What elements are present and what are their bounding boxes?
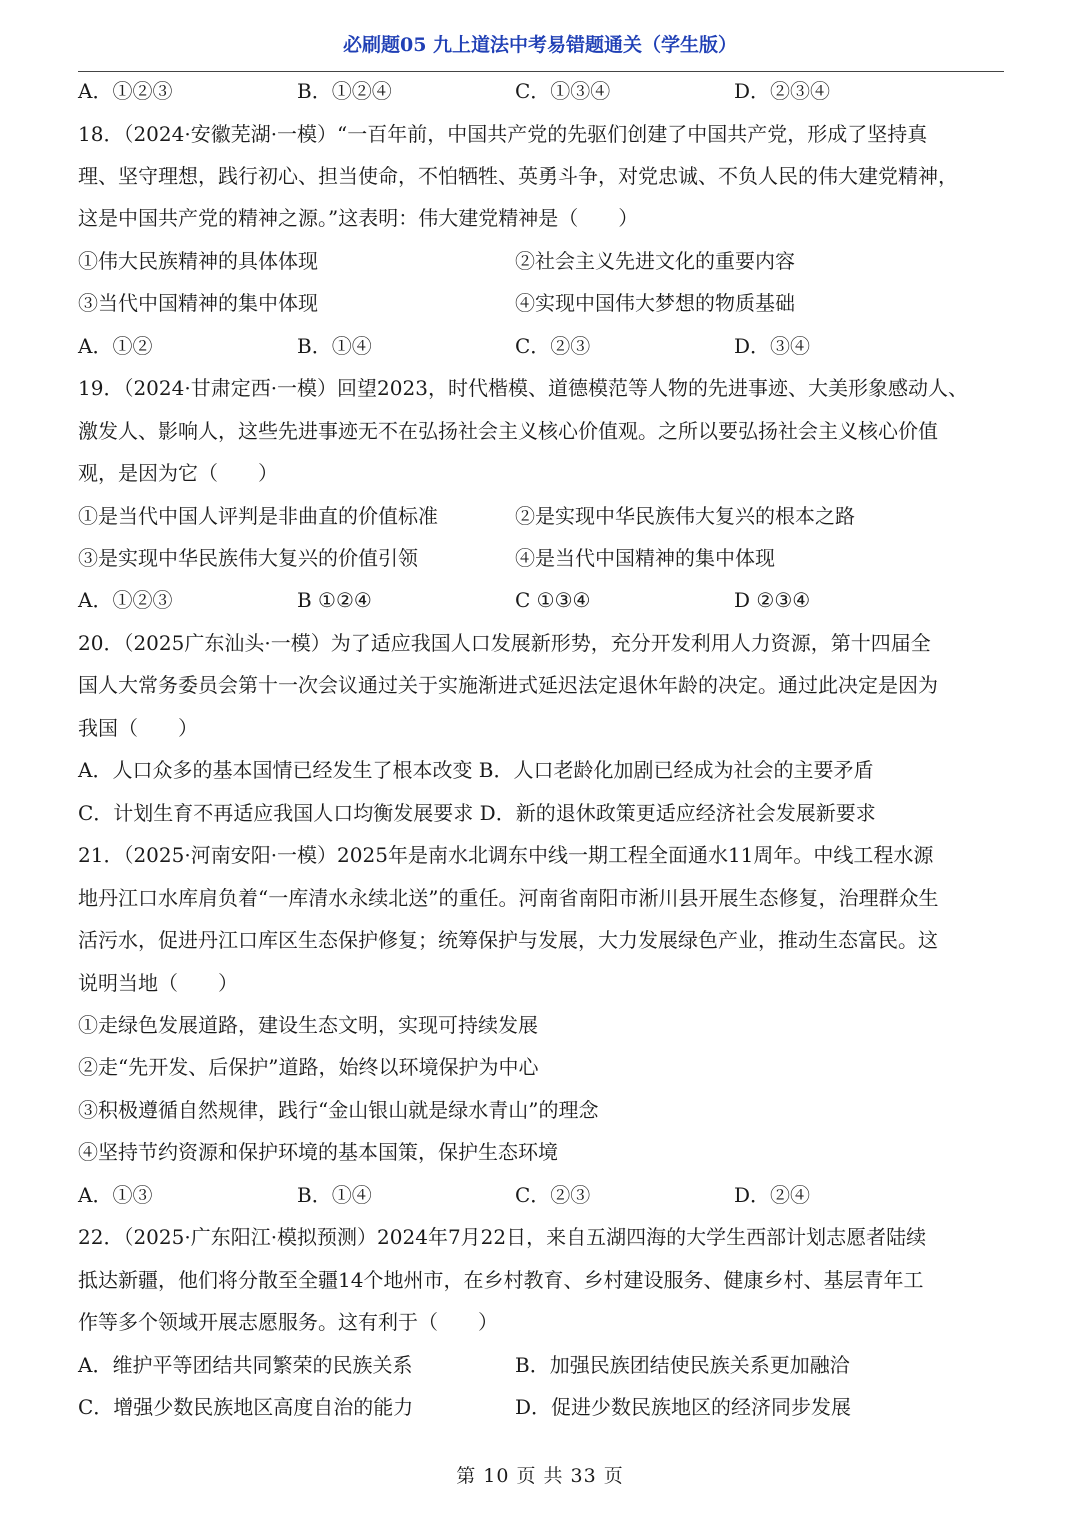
text-line	[78, 333, 1004, 359]
text-line: ①走绿色发展道路，建设生态文明，实现可持续发展	[78, 1012, 538, 1037]
text-line: 作等多个领域开展志愿服务。这有利于（ ）	[78, 1310, 498, 1335]
text-line	[78, 1182, 1004, 1208]
text-line	[78, 1394, 1004, 1420]
text-line	[78, 587, 1004, 613]
option-cell: B．①④	[297, 1182, 372, 1207]
option-cell: A．①②③	[78, 588, 173, 613]
option-cell: B．①②④	[297, 79, 392, 103]
text-line	[78, 248, 1004, 274]
option-cell: ④实现中国伟大梦想的物质基础	[515, 291, 795, 316]
text-line: ④坚持节约资源和保护环境的基本国策，保护生态环境	[78, 1140, 558, 1165]
text-line: 观，是因为它（ ）	[78, 461, 278, 486]
text-line: A．人口众多的基本国情已经发生了根本改变 B．人口老龄化加剧已经成为社会的主要矛盾	[78, 758, 874, 783]
text-line: 22．（2025·广东阳江·模拟预测）2024年7月22日，来自五湖四海的大学生西部计划志愿者陆续	[78, 1225, 927, 1250]
page-header-title: 必刷题05 九上道法中考易错题通关（学生版）	[342, 34, 738, 56]
option-cell: D．促进少数民族地区的经济同步发展	[515, 1395, 852, 1419]
option-cell: C．②③	[515, 333, 591, 358]
text-line	[78, 545, 1004, 571]
option-cell: B ①②④	[297, 588, 372, 613]
option-cell: D．②③④	[734, 79, 831, 103]
option-cell: ①是当代中国人评判是非曲直的价值标准	[78, 503, 438, 528]
text-line	[78, 290, 1004, 316]
text-line: 我国（ ）	[78, 715, 198, 740]
text-line: 抵达新疆，他们将分散至全疆14个地州市，在乡村教育、乡村建设服务、健康乡村、基层青年工	[78, 1267, 924, 1292]
text-line	[78, 1352, 1004, 1378]
text-line	[78, 503, 1004, 529]
text-line: C．计划生育不再适应我国人口均衡发展要求 D．新的退休政策更适应经济社会发展新要求	[78, 800, 876, 825]
option-cell: ②社会主义先进文化的重要内容	[515, 248, 795, 273]
option-cell: A．①②③	[78, 79, 173, 103]
option-cell: ③是实现中华民族伟大复兴的价值引领	[78, 546, 418, 570]
option-cell: B．①④	[297, 333, 372, 358]
text-line: 地丹江口水库肩负着“一库清水永续北送”的重任。河南省南阳市淅川县开展生态修复，治理群众生	[78, 885, 939, 910]
text-line: 21．（2025·河南安阳·一模）2025年是南水北调东中线一期工程全面通水11周年。中线工程水源	[78, 843, 934, 868]
text-line: 国人大常务委员会第十一次会议通过关于实施渐进式延迟法定退休年龄的决定。通过此决定是因为	[78, 673, 938, 698]
option-cell: ①伟大民族精神的具体体现	[78, 248, 318, 273]
text-line: 激发人、影响人，这些先进事迹无不在弘扬社会主义核心价值观。之所以要弘扬社会主义核心价值	[78, 418, 938, 443]
text-line: 说明当地（ ）	[78, 970, 238, 995]
option-cell: ④是当代中国精神的集中体现	[515, 546, 775, 570]
option-cell: D．③④	[734, 333, 811, 358]
header-divider	[78, 71, 1004, 72]
text-line: 活污水，促进丹江口库区生态保护修复；统筹保护与发展，大力发展绿色产业，推动生态富民。这	[78, 928, 938, 952]
text-line: 理、坚守理想，践行初心、担当使命，不怕牺牲、英勇斗争，对党忠诚、不负人民的伟大建党精神，	[78, 163, 958, 188]
text-line: 20．（2025广东汕头·一模）为了适应我国人口发展新形势，充分开发利用人力资源，第十四届全	[78, 630, 931, 655]
option-cell: A．①②	[78, 333, 153, 358]
option-cell: D ②③④	[734, 588, 811, 613]
text-line: 18．（2024·安徽芜湖·一模）“一百年前，中国共产党的先驱们创建了中国共产党，形成了坚持真	[78, 121, 928, 146]
page-footer: 第 10 页 共 33 页	[456, 1465, 624, 1487]
option-cell: A．维护平等团结共同繁荣的民族关系	[78, 1352, 413, 1377]
option-cell: C．②③	[515, 1182, 591, 1207]
option-cell: C．①③④	[515, 79, 611, 103]
option-cell: ②是实现中华民族伟大复兴的根本之路	[515, 503, 855, 528]
text-line: ②走“先开发、后保护”道路，始终以环境保护为中心	[78, 1055, 539, 1080]
text-line	[78, 78, 1004, 104]
option-cell: C．增强少数民族地区高度自治的能力	[78, 1395, 414, 1419]
option-cell: C ①③④	[515, 588, 591, 613]
option-cell: D．②④	[734, 1182, 811, 1207]
option-cell: B．加强民族团结使民族关系更加融洽	[515, 1352, 850, 1377]
text-line: ③积极遵循自然规律，践行“金山银山就是绿水青山”的理念	[78, 1097, 599, 1122]
option-cell: A．①③	[78, 1182, 153, 1207]
text-line: 这是中国共产党的精神之源。”这表明：伟大建党精神是（ ）	[78, 206, 639, 231]
option-cell: ③当代中国精神的集中体现	[78, 291, 318, 316]
text-line: 19．（2024·甘肃定西·一模）回望2023，时代楷模、道德模范等人物的先进事迹、大美形象感动人、	[78, 376, 968, 401]
